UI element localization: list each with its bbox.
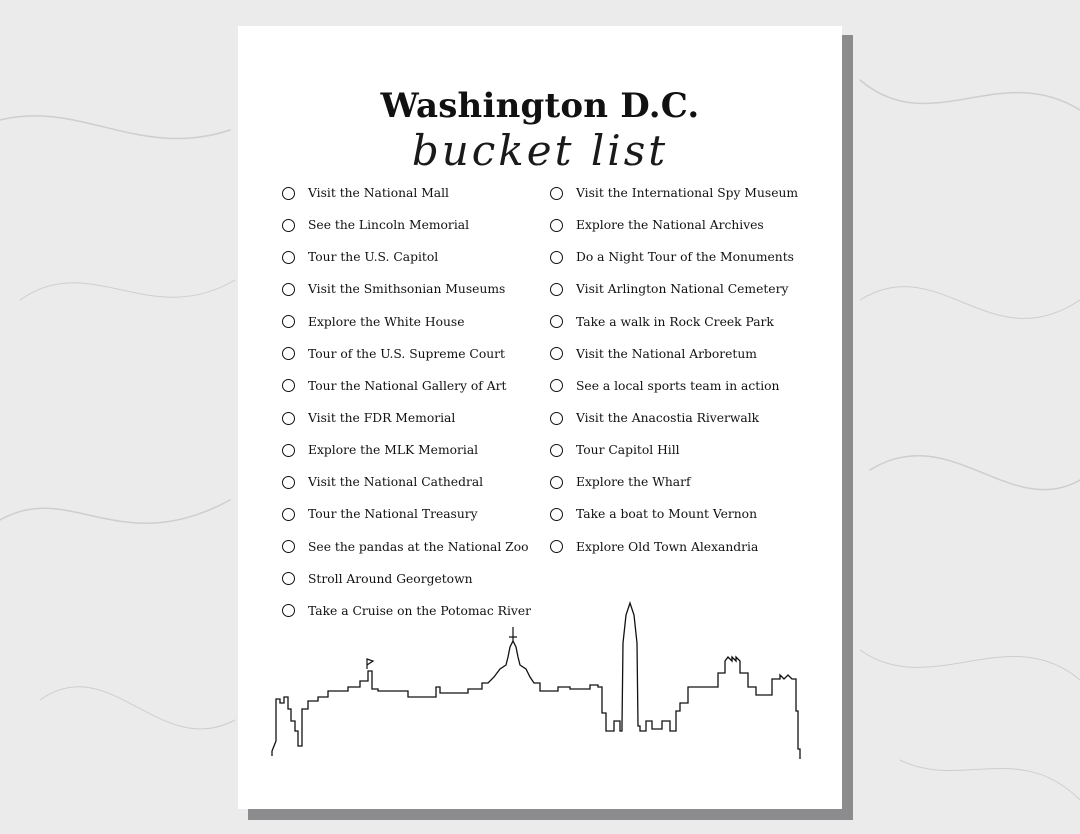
checklist-item-label: See the pandas at the National Zoo: [308, 539, 529, 554]
checkbox-circle[interactable]: [282, 379, 295, 392]
checklist-left-column: [282, 177, 531, 627]
checklist-item-label: Tour of the U.S. Supreme Court: [308, 346, 505, 361]
checklist-item-label: Visit the National Cathedral: [308, 475, 484, 490]
checkbox-circle[interactable]: [550, 251, 563, 264]
checklist-item: [282, 338, 531, 370]
page-title: Washington D.C.: [380, 86, 700, 126]
checkbox-circle[interactable]: [282, 187, 295, 200]
checkbox-circle[interactable]: [550, 187, 563, 200]
checkbox-circle[interactable]: [282, 476, 295, 489]
checkbox-circle[interactable]: [550, 219, 563, 232]
checklist-item: [282, 177, 531, 209]
checkbox-circle[interactable]: [282, 412, 295, 425]
page-subtitle: bucket list: [411, 126, 669, 175]
checklist-item: [550, 370, 798, 402]
checkbox-circle[interactable]: [550, 379, 563, 392]
checklist-item-label: Take a boat to Mount Vernon: [576, 507, 758, 522]
checklist-right-column: [550, 177, 798, 563]
checklist-item: [550, 338, 798, 370]
checkbox-circle[interactable]: [282, 251, 295, 264]
checklist-item-label: Tour Capitol Hill: [576, 443, 680, 458]
checklist-item: [550, 466, 798, 498]
checklist-item: [550, 209, 798, 241]
checkbox-circle[interactable]: [282, 540, 295, 553]
checklist-item: [550, 177, 798, 209]
bucket-list-sheet: [238, 26, 842, 809]
checklist-item-label: Explore Old Town Alexandria: [576, 539, 759, 554]
checkbox-circle[interactable]: [282, 219, 295, 232]
checklist-item: [550, 434, 798, 466]
checklist-item-label: Explore the National Archives: [576, 218, 764, 233]
checkbox-circle[interactable]: [550, 444, 563, 457]
checkbox-circle[interactable]: [282, 315, 295, 328]
checklist-item-label: Visit the Anacostia Riverwalk: [576, 411, 760, 426]
checklist-item: [282, 531, 531, 563]
checkbox-circle[interactable]: [282, 444, 295, 457]
checklist-item-label: Explore the MLK Memorial: [308, 443, 479, 458]
checkbox-circle[interactable]: [550, 540, 563, 553]
checklist-item-label: Stroll Around Georgetown: [308, 571, 473, 586]
checkbox-circle[interactable]: [550, 476, 563, 489]
checklist-item-label: Explore the Wharf: [576, 475, 691, 490]
dc-skyline-illustration: [268, 581, 808, 771]
checklist-item: [550, 306, 798, 338]
checklist-item-label: Tour the National Gallery of Art: [308, 378, 507, 393]
checklist-item-label: Visit the FDR Memorial: [308, 411, 456, 426]
checkbox-circle[interactable]: [550, 315, 563, 328]
checkbox-circle[interactable]: [550, 283, 563, 296]
checklist-item-label: Visit the National Arboretum: [576, 346, 757, 361]
checkbox-circle[interactable]: [550, 347, 563, 360]
checklist-item: [550, 531, 798, 563]
checklist-item: [282, 241, 531, 273]
checklist-item: [282, 306, 531, 338]
checklist-item: [550, 273, 798, 305]
checklist-item: [282, 498, 531, 530]
checklist-item: [550, 402, 798, 434]
checkbox-circle[interactable]: [550, 412, 563, 425]
checkbox-circle[interactable]: [282, 508, 295, 521]
checklist-item-label: See the Lincoln Memorial: [308, 218, 470, 233]
checklist-item: [282, 402, 531, 434]
checklist-item-label: See a local sports team in action: [576, 378, 780, 393]
checklist-item-label: Tour the National Treasury: [308, 507, 478, 522]
checklist-item-label: Visit Arlington National Cemetery: [576, 282, 789, 297]
checklist-item: [282, 370, 531, 402]
checklist-item-label: Take a walk in Rock Creek Park: [576, 314, 774, 329]
checklist-item-label: Take a Cruise on the Potomac River: [308, 603, 531, 618]
checklist-item: [282, 466, 531, 498]
checkbox-circle[interactable]: [550, 508, 563, 521]
checklist-item-label: Tour the U.S. Capitol: [308, 250, 439, 265]
checklist-item: [550, 498, 798, 530]
checkbox-circle[interactable]: [282, 347, 295, 360]
checklist-item-label: Do a Night Tour of the Monuments: [576, 250, 794, 265]
checklist-item: [282, 209, 531, 241]
checklist-item-label: Visit the International Spy Museum: [576, 186, 799, 201]
checklist-item-label: Visit the Smithsonian Museums: [308, 282, 506, 297]
checklist-item-label: Explore the White House: [308, 314, 465, 329]
checklist-item: [282, 273, 531, 305]
checklist-item: [550, 241, 798, 273]
checklist-item-label: Visit the National Mall: [308, 186, 449, 201]
checkbox-circle[interactable]: [282, 283, 295, 296]
checklist-item: [282, 434, 531, 466]
